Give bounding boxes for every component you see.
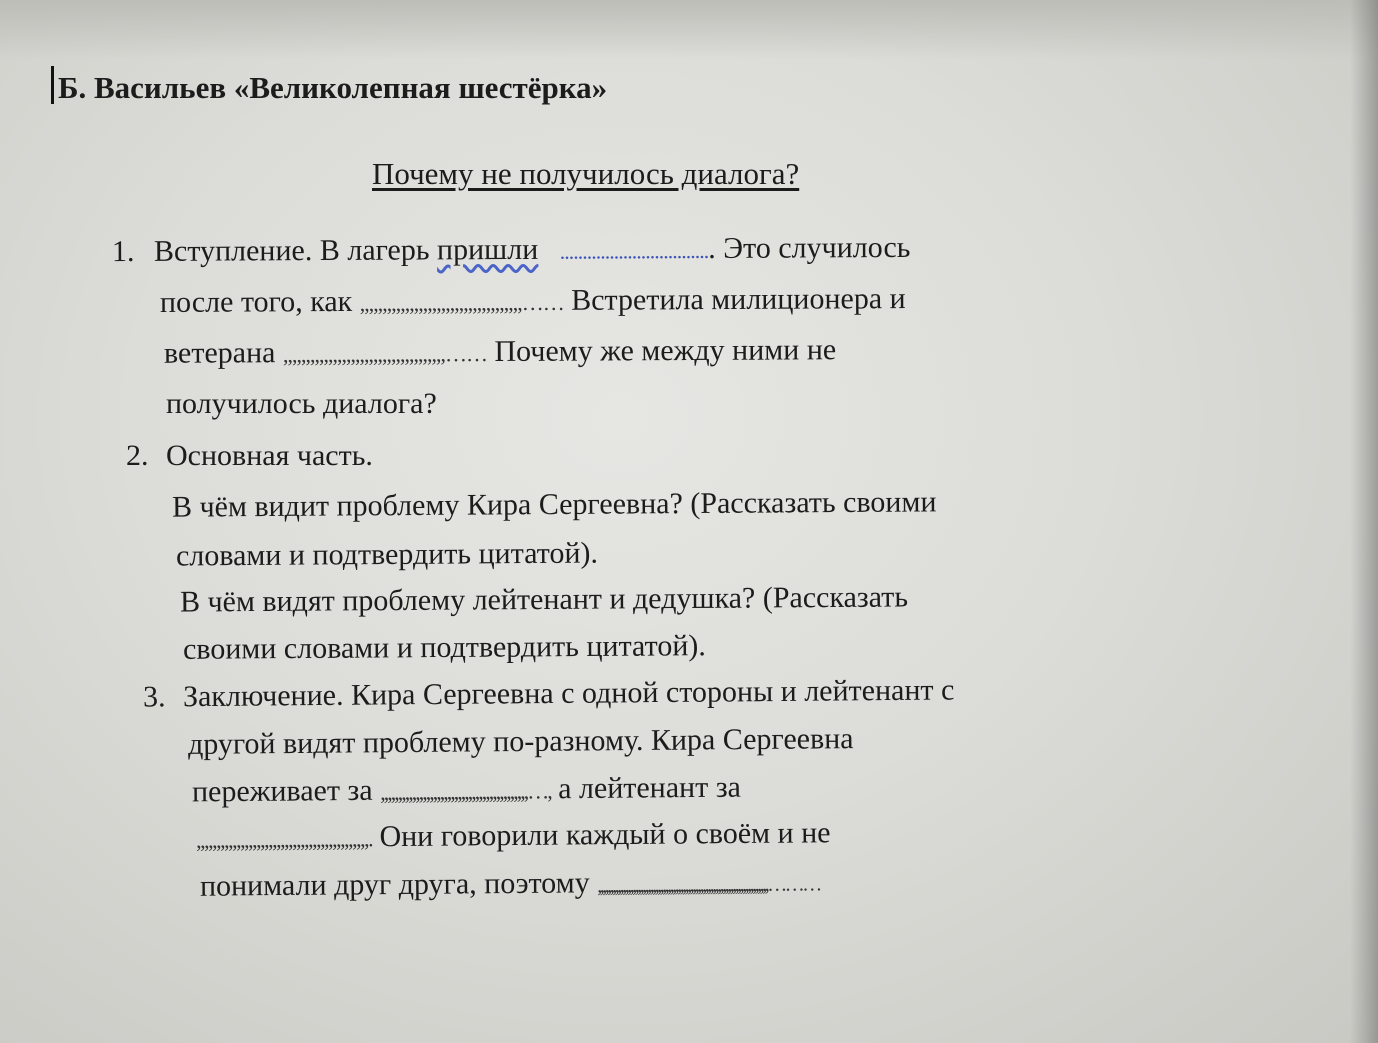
fill-blank-dots[interactable]: ,,,,,,,,,,,,,,,,,,,,,,,,,,,,,,,,,,,,,,,,,,…, xyxy=(380,778,551,805)
item3-line2[interactable]: другой видят проблему по-разному. Кира Сергеевна xyxy=(187,722,854,761)
item3-text: переживает за xyxy=(191,773,381,809)
item3-text: Они говорили каждый о своём и не xyxy=(371,816,831,854)
fill-blank-dots[interactable]: ,,,,,,,,,,,,,,,,,,,,,,,,,,,,,,,,,,,,…… xyxy=(282,341,487,368)
misspelled-word[interactable]: пришли xyxy=(436,232,539,267)
screen-top-shadow xyxy=(0,0,1378,60)
item1-line4[interactable]: получилось диалога? xyxy=(166,387,437,420)
item2-heading-line[interactable] xyxy=(126,438,373,474)
item1-text-c: . Это случилось xyxy=(708,230,911,265)
list-number: 2. xyxy=(126,439,149,472)
item3-text: а лейтенант за xyxy=(550,770,742,806)
item1-text: Почему же между ними не xyxy=(486,333,837,369)
fill-blank-dots[interactable]: ,,,,,,,,,,,,,,,,,,,,,,,,,,,,,,,,,,,,,,,,,,,. xyxy=(195,826,373,853)
document-subtitle[interactable]: Почему не получилось диалога? xyxy=(372,156,800,191)
text-cursor xyxy=(51,66,54,104)
item2-line4[interactable]: своими словами и подтвердить цитатой). xyxy=(182,629,706,666)
item2-line1[interactable]: В чём видит проблему Кира Сергеевна? (Рассказать своими xyxy=(171,485,937,524)
document-title[interactable]: Б. Васильев «Великолепная шестёрка» xyxy=(58,70,608,105)
fill-blank-dots[interactable]: ................................. xyxy=(559,237,709,264)
item3-line3[interactable] xyxy=(192,770,741,813)
item3-line4[interactable] xyxy=(196,815,831,859)
fill-blank-dots[interactable]: ,,,,,,,,,,,,,,,,,,,,,,,,,,,,,,,,,,,,…… xyxy=(359,289,564,316)
item1-line3[interactable] xyxy=(164,332,836,374)
item1-text: после того, как xyxy=(159,284,360,319)
list-number: 1. xyxy=(111,234,135,269)
item1-line2[interactable] xyxy=(160,281,906,323)
item1-line1[interactable] xyxy=(112,230,911,272)
item2-line3[interactable]: В чём видят проблему лейтенант и дедушка? (Рассказать xyxy=(179,580,909,619)
item3-text: Заключение. Кира Сергеевна с одной стороны и лейтенант с xyxy=(182,673,955,714)
item3-text: понимали друг друга, поэтому xyxy=(199,866,598,903)
item3-line5[interactable] xyxy=(200,863,820,907)
item3-line1[interactable] xyxy=(143,672,955,715)
screen-right-edge xyxy=(1350,0,1378,1043)
item1-text: Встретила милиционера и xyxy=(563,282,906,317)
item1-text-a: Вступление. В лагерь xyxy=(153,233,438,268)
fill-blank-dots[interactable]: ,,,,,,,,,,,,,,,,,,,,,,,,,,,,,,,,,,,,,,,,,,,,,,,,,,,,,,,,,,,,,,,,,,,,……… xyxy=(597,873,820,898)
item2-line2[interactable]: словами и подтвердить цитатой). xyxy=(175,536,599,573)
item2-heading: Основная часть. xyxy=(166,439,373,472)
list-number: 3. xyxy=(142,680,166,714)
item1-text: ветерана xyxy=(163,336,284,370)
